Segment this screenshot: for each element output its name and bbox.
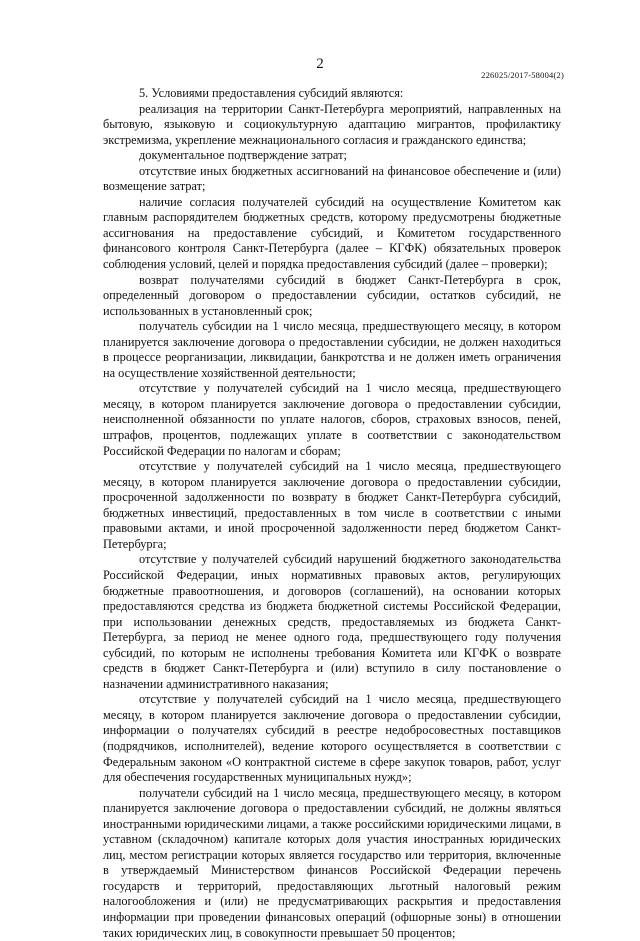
paragraph-condition-inspection-consent: наличие согласия получателей субсидий на осуществление Комитетом как главным распорядителем бюджетных средств, которому предусмотрены бюджетные ассигнования на предоставление субсидий, и Комитетом государственного финансового контроля Санкт-Петербурга (далее – КГФК) обязательных проверок соблюдения условий, целей и порядка предоставления субсидий (далее – проверки);	[103, 194, 561, 272]
paragraph-condition-no-overdue-debt: отсутствие у получателей субсидий на 1 число месяца, предшествующего месяцу, в котором планируется заключение договора о предоставлении субсидии, просроченной задолженности по возврату в бюджет Санкт-Петербурга субсидий, бюджетных инвестиций, предоставленных в том числе в соответствии с иными правовыми актами, и иной просроченной задолженности перед бюджетом Санкт-Петербурга;	[103, 459, 561, 551]
paragraph-condition-no-unfair-supplier: отсутствие у получателей субсидий на 1 число месяца, предшествующего месяцу, в котором планируется заключение договора о предоставлении субсидии, информации о получателях субсидий в реестре недобросовестных поставщиков (подрядчиков, исполнителей), ведение которого осуществляется в соответствии с Федеральным законом «О контрактной системе в сфере закупок товаров, работ, услуг для обеспечения государственных муниципальных нужд»;	[103, 692, 561, 785]
paragraph-condition-adaptation: реализация на территории Санкт-Петербурга мероприятий, направленных на бытовую, языковую и социокультурную адаптацию мигрантов, профилактику экстремизма, укрепление межнационального согласия и гражданского единства;	[103, 101, 561, 147]
paragraph-condition-documentation: документальное подтверждение затрат;	[139, 148, 347, 163]
paragraph-condition-no-tax-debt: отсутствие у получателей субсидий на 1 число месяца, предшествующего месяцу, в котором планируется заключение договора о предоставлении субсидии, неисполненной обязанности по уплате налогов, сборов, страховых взносов, пеней, штрафов, процентов, подлежащих уплате в соответствии с законодательством Российской Федерации по налогам и сборам;	[103, 381, 561, 458]
paragraph-condition-no-offshore: получатели субсидий на 1 число месяца, предшествующего месяцу, в котором планируется заключение договора о предоставлении субсидий, не должны являться иностранными юридическими лицами, а также российскими юридическими лицами, в уставном (складочном) капитале которых доля участия иностранных юридических лиц, местом регистрации которых является государство или территория, включенные в утверждаемый Министерством финансов Российской Федерации перечень государств и территорий, предоставляющих льготный налоговый режим налогообложения и (или) не предусматривающих раскрытия и предоставления информации при проведении финансовых операций (офшорные зоны) в отношении таких юридических лиц, в совокупности превышает 50 процентов;	[103, 785, 561, 940]
paragraph-condition-no-reorganization: получатель субсидии на 1 число месяца, предшествующего месяцу, в котором планируется заключение договора о предоставлении субсидии, не должен находиться в процессе реорганизации, ликвидации, банкротства и не должен иметь ограничения на осуществление хозяйственной деятельности;	[103, 319, 561, 380]
paragraph-condition-no-budget-violations: отсутствие у получателей субсидий нарушений бюджетного законодательства Российской Федерации, иных нормативных правовых актов, регулирующих бюджетные правоотношения, и договоров (соглашений), на основании которых предоставляются средства из бюджета бюджетной системы Российской Федерации, при использовании денежных средств, предоставляемых из бюджета Санкт-Петербурга, за период не менее одного года, предшествующего году получения субсидий, по которым не исполнены требования Комитета или КГФК о возврате средств в бюджет Санкт-Петербурга и (или) вступило в силу постановление о назначении административного наказания;	[103, 552, 561, 691]
document-body	[103, 86, 561, 941]
page-number: 2	[316, 56, 324, 72]
paragraph-conditions-heading: 5. Условиями предоставления субсидий являются:	[139, 86, 404, 100]
paragraph-condition-no-other-funding: отсутствие иных бюджетных ассигнований на финансовое обеспечение и (или) возмещение затрат;	[103, 163, 561, 194]
document-id: 226025/2017-58004(2)	[481, 70, 564, 80]
paragraph-condition-return-remainder: возврат получателями субсидий в бюджет Санкт-Петербурга в срок, определенный договором о предоставлении субсидии, остатков субсидий, не использованных в установленный срок;	[103, 272, 561, 318]
